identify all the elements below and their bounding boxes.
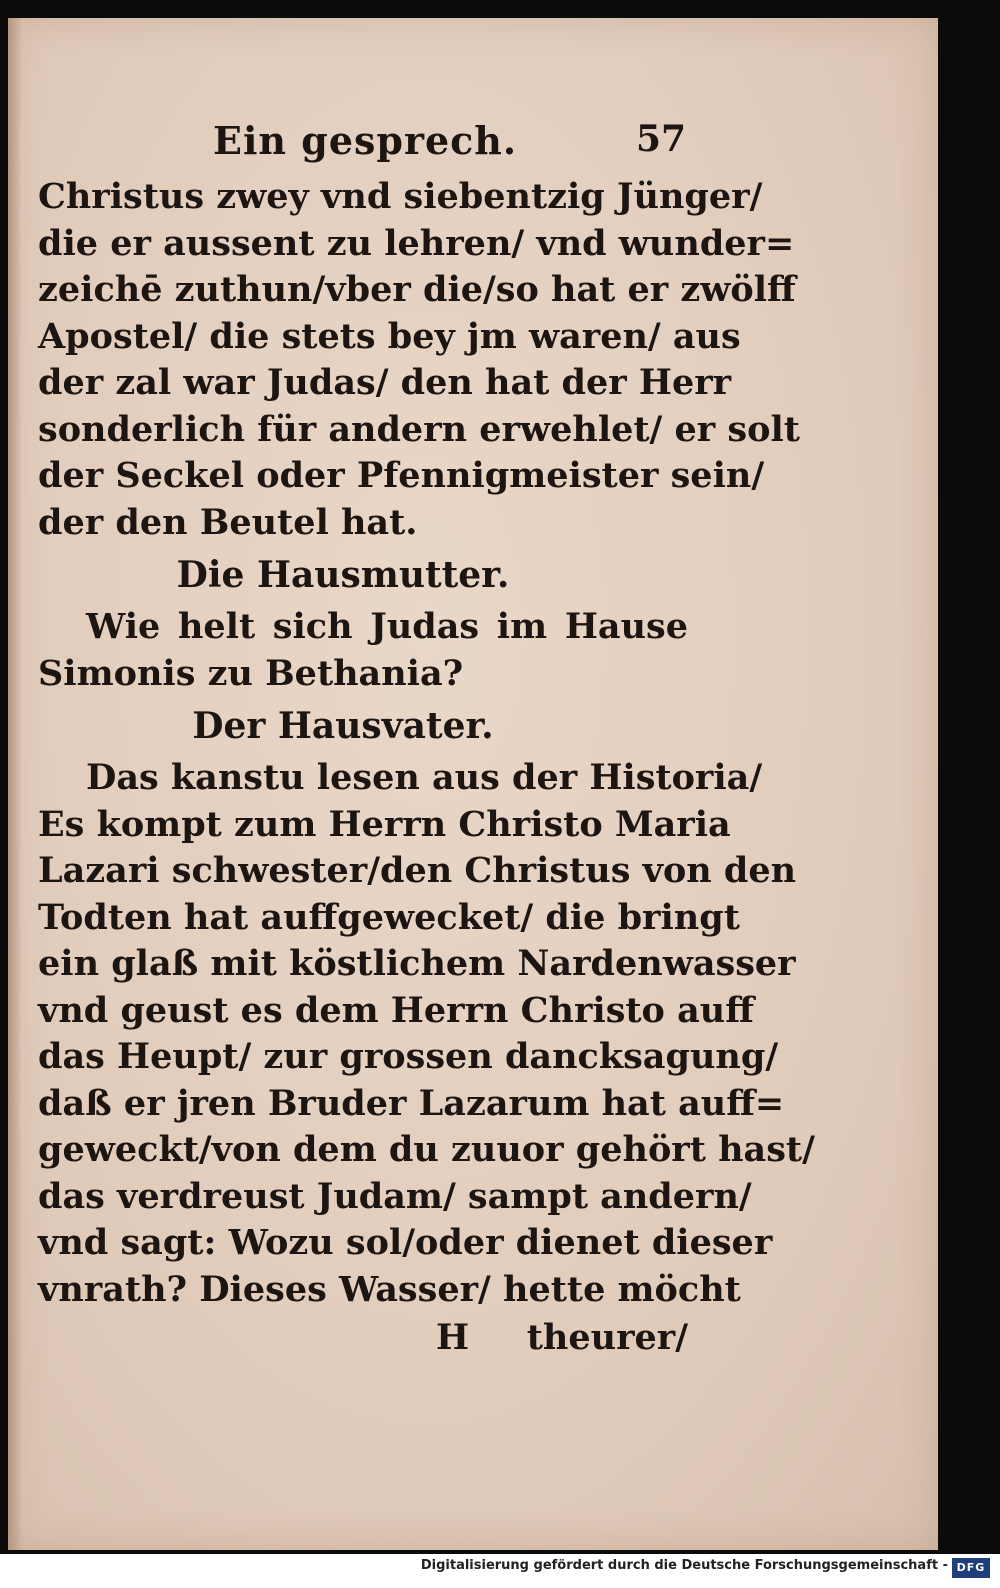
- funding-notice: Digitalisierung gefördert durch die Deutsche Forschungsgemeinschaft -: [420, 1558, 948, 1573]
- catchword: theurer/: [526, 1317, 688, 1358]
- text-line: ein glaß mit köstlichem Nardenwasser: [38, 943, 796, 984]
- text-block: [38, 118, 815, 1363]
- text-line: Wie helt sich Judas im Hause: [86, 606, 688, 647]
- text-line: Simonis zu Bethania?: [38, 652, 464, 694]
- book-page: [8, 18, 938, 1550]
- text-line: der zal war Judas/ den hat der Herr: [38, 362, 732, 403]
- dfg-logo: DFG: [952, 1558, 990, 1578]
- text-line: daß er jren Bruder Lazarum hat auff=: [38, 1082, 785, 1124]
- digitization-footer: [0, 1554, 1000, 1588]
- text-line: geweckt/von dem du zuuor gehört hast/: [38, 1129, 815, 1170]
- paragraph: [38, 755, 815, 1313]
- text-line: sonderlich für andern erwehlet/ er solt: [38, 408, 800, 450]
- page-header: [38, 118, 698, 174]
- speaker-heading: Der Hausvater.: [192, 705, 494, 747]
- text-line: der Seckel oder Pfennigmeister sein/: [38, 455, 765, 496]
- text-line: Apostel/ die stets bey jm waren/ aus: [38, 315, 741, 357]
- text-line: Es kompt zum Herrn Christo Maria: [38, 803, 731, 845]
- text-line: Das kanstu lesen aus der Historia/: [86, 757, 763, 798]
- text-line: vnrath? Dieses Wasser/ hette möcht: [38, 1268, 741, 1310]
- running-head: Ein gesprech.: [213, 118, 518, 163]
- page-gutter-shadow: [8, 18, 22, 1550]
- signature-mark: H: [436, 1317, 470, 1358]
- page-foot: [38, 1313, 688, 1363]
- text-line: Christus zwey vnd siebentzig Jünger/: [38, 176, 763, 217]
- paragraph: [38, 174, 800, 546]
- page-number: 57: [636, 118, 687, 160]
- text-line: vnd sagt: Wozu sol/oder dienet dieser: [38, 1222, 773, 1263]
- text-line: zeichē zuthun/vber die/so hat er zwölff: [38, 269, 796, 310]
- text-line: Lazari schwester/den Christus von den: [38, 850, 797, 891]
- text-line: die er aussent zu lehren/ vnd wunder=: [38, 222, 795, 264]
- text-line: Todten hat auffgewecket/ die bringt: [38, 896, 740, 938]
- paragraph: [38, 604, 698, 697]
- speaker-heading: Die Hausmutter.: [176, 554, 510, 596]
- text-line: das Heupt/ zur grossen dancksagung/: [38, 1036, 779, 1077]
- text-line: das verdreust Judam/ sampt andern/: [38, 1175, 752, 1217]
- text-line: vnd geust es dem Herrn Christo auff: [38, 989, 754, 1031]
- text-line: der den Beutel hat.: [38, 501, 418, 543]
